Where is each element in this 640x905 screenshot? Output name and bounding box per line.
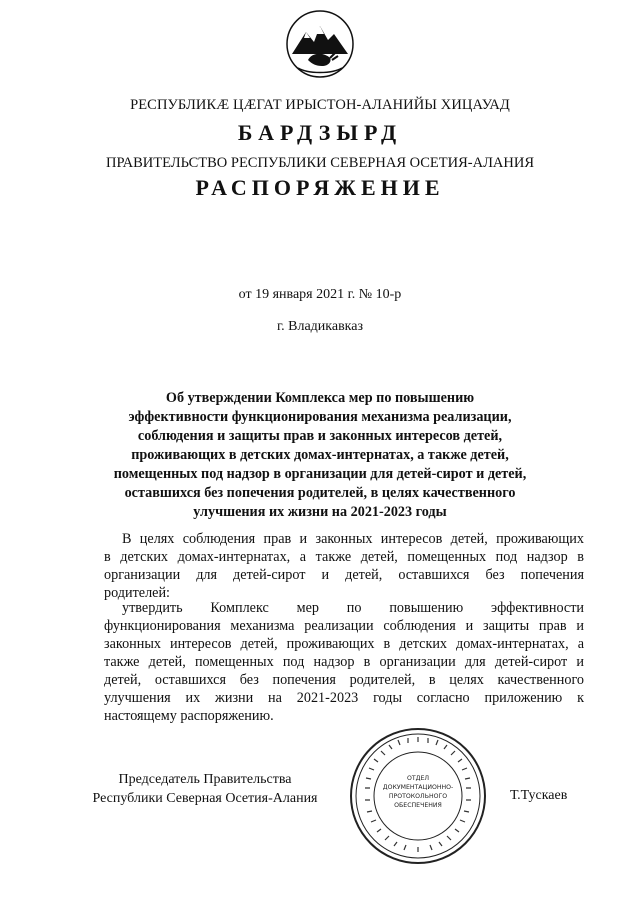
document-city: г. Владикавказ [276,319,364,334]
subject-line: оставшихся без попечения родителей, в целях качественного [124,485,516,501]
body-line: улучшения их жизни на 2021-2023 годы согласно приложению к [104,690,584,706]
header-ossetian-title: БАРДЗЫРД [237,120,403,145]
svg-text:ОБЕСПЕЧЕНИЯ: ОБЕСПЕЧЕНИЯ [394,802,442,809]
svg-text:ДОКУМЕНТАЦИОННО-: ДОКУМЕНТАЦИОННО- [382,784,454,791]
signatory-position [90,770,320,808]
official-seal-stamp [348,726,488,866]
body-line: функционирования механизма реализации соблюдения и защиты прав и [104,618,584,634]
coat-of-arms-emblem [284,8,356,80]
body-line: законных интересов детей, проживающих в детских домах-интернатах, а [104,636,584,652]
subject-line: проживающих в детских домах-интернатах, а также детей, [131,447,509,463]
header-russian-title: РАСПОРЯЖЕНИЕ [195,175,445,200]
body-line: В целях соблюдения прав и законных интересов детей, проживающих [122,531,584,547]
signatory-position-line: Республики Северная Осетия-Алания [92,791,318,806]
subject-line: помещенных под надзор в организации для детей-сирот и детей, [113,466,527,482]
body-line: в детских домах-интернатах, а также детей, помещенных под надзор в [104,549,584,565]
subject-line: соблюдения и защиты прав и законных интересов детей, [137,428,503,444]
svg-text:ПРОТОКОЛЬНОГО: ПРОТОКОЛЬНОГО [388,793,448,800]
body-line: организации для детей-сирот и детей, оставшихся без попечения [104,567,584,583]
body-paragraph-2 [104,599,584,725]
header-russian-government: ПРАВИТЕЛЬСТВО РЕСПУБЛИКИ СЕВЕРНАЯ ОСЕТИЯ-АЛАНИЯ [105,155,535,171]
body-line: детей, оставшихся без попечения родителей, в целях качественного [104,672,584,688]
body-line: также детей, помещенных под надзор в организации для детей-сирот и [104,654,584,670]
subject-line: Об утверждении Комплекса мер по повышению [165,390,475,406]
subject-line: улучшения их жизни на 2021-2023 годы [193,504,447,520]
subject-line: эффективности функционирования механизма реализации, [128,409,512,425]
body-paragraph-1 [104,530,584,602]
document-subject [0,389,640,522]
signatory-position-line: Председатель Правительства [118,772,292,787]
body-line: утвердить Комплекс мер по повышению эффективности [122,600,584,616]
body-line: родителей: [104,585,170,601]
document-date-number: от 19 января 2021 г. № 10-р [238,287,402,302]
signatory-name: Т.Тускаев [510,788,568,803]
header-ossetian-government: РЕСПУБЛИКӔ ЦӔГАТ ИРЫСТОН-АЛАНИЙЫ ХИЦАУАД [130,97,510,113]
body-line: настоящему распоряжению. [104,708,274,724]
svg-text:ОТДЕЛ: ОТДЕЛ [406,775,430,782]
